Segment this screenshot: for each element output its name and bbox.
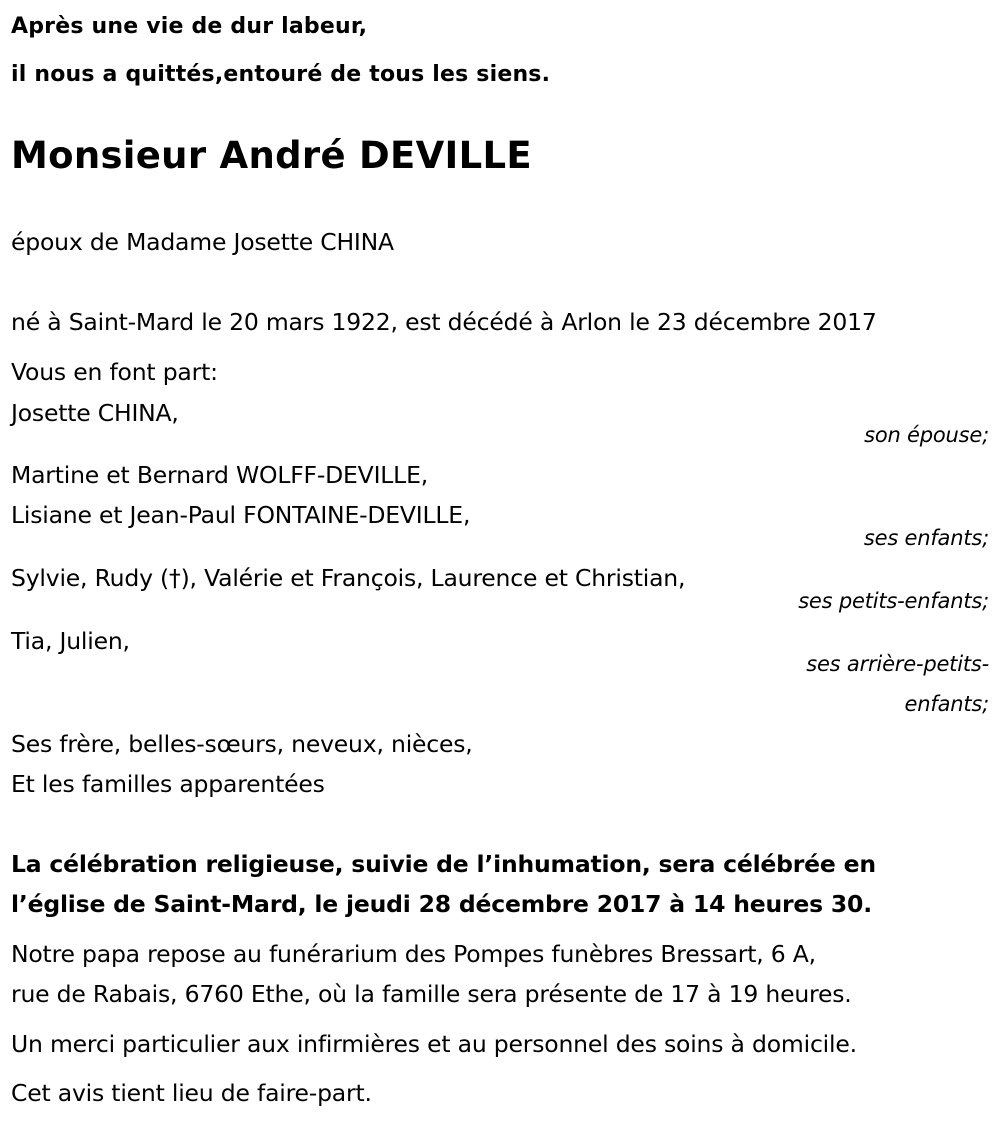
children-relation: ses enfants; [863,526,989,550]
visitation-line-1: Notre papa repose au funérarium des Pompes funèbres Bressart, 6 A, [11,940,816,968]
ceremony-line-2: l’église de Saint-Mard, le jeudi 28 décembre 2017 à 14 heures 30. [11,890,872,918]
grandchildren-relation: ses petits-enfants; [798,589,989,613]
announcers-intro: Vous en font part: [11,358,218,386]
other-family: Ses frère, belles-sœurs, neveux, nièces, [11,730,473,758]
ceremony-line-1: La célébration religieuse, suivie de l’inhumation, sera célébrée en [11,850,876,878]
child-name: Martine et Bernard WOLFF-DEVILLE, [11,461,428,489]
deceased-name: Monsieur André DEVILLE [11,134,532,177]
intro-line-2: il nous a quittés,entouré de tous les siens. [11,62,551,87]
thanks-line: Un merci particulier aux infirmières et au personnel des soins à domicile. [11,1030,857,1058]
grandchildren-names: Sylvie, Rudy (†), Valérie et François, Laurence et Christian, [11,564,686,592]
visitation-line-2: rue de Rabais, 6760 Ethe, où la famille sera présente de 17 à 19 heures. [11,980,852,1008]
child-name: Lisiane et Jean-Paul FONTAINE-DEVILLE, [11,501,471,529]
great-grandchildren-relation-cont: enfants; [904,692,989,716]
birth-death-line: né à Saint-Mard le 20 mars 1922, est décédé à Arlon le 23 décembre 2017 [11,308,877,336]
spouse-name: Josette CHINA, [11,399,179,427]
other-family: Et les familles apparentées [11,770,325,798]
great-grandchildren-names: Tia, Julien, [11,627,130,655]
spouse-line: époux de Madame Josette CHINA [11,228,394,256]
intro-line-1: Après une vie de dur labeur, [11,14,368,39]
spouse-relation: son épouse; [864,423,989,447]
great-grandchildren-relation: ses arrière-petits- [806,652,989,676]
closing-line: Cet avis tient lieu de faire-part. [11,1079,372,1107]
